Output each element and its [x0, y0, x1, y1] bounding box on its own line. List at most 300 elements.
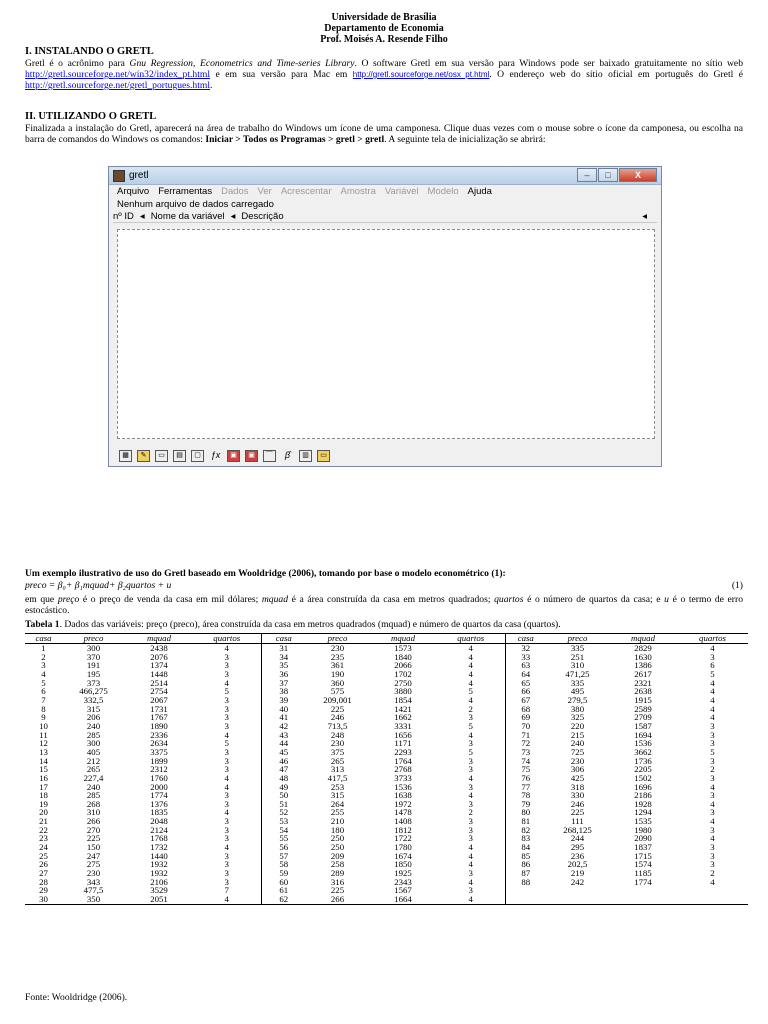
caption-label: Tabela 1 [25, 619, 60, 630]
table-cell: 246 [570, 798, 585, 809]
table-cell: 3 [468, 868, 473, 879]
table-cell: 1764 [394, 755, 412, 766]
table-cell: 225 [330, 703, 345, 714]
table-cell: 1638 [394, 790, 412, 801]
table-cell: 2000 [150, 781, 168, 792]
table-cell: 1448 [150, 668, 168, 679]
table-cell: 1574 [634, 859, 652, 870]
table-cell: 495 [570, 686, 585, 697]
table-cell: 1535 [634, 816, 652, 827]
table-cell: 1696 [634, 781, 652, 792]
table-cell: 325 [570, 712, 585, 723]
sort-icon: ◂ [230, 211, 236, 222]
text: . A seguinte tela de inicialização se abrirá: [384, 134, 546, 145]
text: . O endereço web do sítio oficial em português do Gretl é [489, 69, 743, 80]
column-description[interactable]: Descrição [241, 211, 284, 222]
text: e em sua versão para Mac em [210, 69, 353, 80]
table-cell: 2124 [150, 824, 168, 835]
table-cell: 2 [710, 868, 715, 879]
table-cell: 289 [330, 868, 345, 879]
sort-icon: ◂ [139, 211, 145, 222]
menu-variavel[interactable]: Variável [384, 186, 419, 197]
table-cell: 6 [41, 686, 46, 697]
table-cell: 2 [710, 764, 715, 775]
table-cell: 66 [505, 687, 546, 696]
table-cell: 1840 [394, 651, 412, 662]
table-cell: 227,4 [83, 772, 104, 783]
table-cell: 22 [39, 824, 48, 835]
table-cell: 248 [330, 729, 345, 740]
table-cell: 2076 [150, 651, 168, 662]
table-cell: 285 [86, 790, 101, 801]
table-cell: 4 [468, 643, 473, 653]
table-cell: 4 [224, 729, 229, 740]
variable-list[interactable] [117, 229, 655, 439]
table-row [25, 886, 748, 895]
table-cell: 28 [39, 876, 48, 887]
table-cell: 253 [330, 781, 345, 792]
table-cell: 1171 [394, 738, 412, 749]
menu-dados[interactable]: Dados [221, 186, 249, 197]
table-cell: 466,275 [79, 686, 108, 697]
col-casa: casa [25, 634, 62, 644]
table-cell: 67 [505, 696, 546, 705]
table-cell: 2067 [150, 694, 168, 705]
table-cell: 36 [261, 670, 306, 679]
table-cell: 71 [505, 731, 546, 740]
table-cell: 72 [505, 739, 546, 748]
table-cell: 3 [224, 651, 229, 662]
table-cell: 2514 [150, 677, 168, 688]
table-cell: 84 [505, 843, 546, 852]
table-cell: 405 [86, 746, 101, 757]
link-portugues[interactable]: http://gretl.sourceforge.net/gretl_portugues.html [25, 80, 210, 91]
table-cell: 55 [261, 834, 306, 843]
table-cell: 1780 [394, 842, 412, 853]
col-mquad: mquad [609, 634, 677, 644]
console-icon[interactable]: ▣ [245, 450, 258, 462]
table-cell: 3 [468, 755, 473, 766]
menu-path: Iniciar > Todos os Programas > gretl > gretl [205, 134, 385, 145]
table-cell: 9 [41, 712, 46, 723]
table-cell: 220 [570, 720, 585, 731]
table-cell: 477,5 [83, 885, 104, 896]
table-cell: 1421 [394, 703, 412, 714]
table-cell: 1374 [150, 660, 168, 671]
window-icon[interactable]: ▢ [191, 450, 204, 462]
table-cell: 242 [570, 876, 585, 887]
table-cell: 425 [570, 772, 585, 783]
edit-icon[interactable]: ✎ [137, 450, 150, 462]
menu-modelo[interactable]: Modelo [427, 186, 459, 197]
table-cell: 330 [570, 790, 585, 801]
table-cell: 315 [86, 703, 101, 714]
table-cell: 17 [39, 781, 48, 792]
table-cell [677, 886, 748, 895]
table-cell: 4 [224, 781, 229, 792]
table-cell: 4 [468, 677, 473, 688]
table-cell: 5 [468, 720, 473, 731]
table-cell: 1715 [634, 850, 652, 861]
table-cell: 209 [330, 850, 345, 861]
table-cell: 3 [41, 660, 46, 671]
table-cell: 240 [86, 720, 101, 731]
table-cell: 3 [710, 807, 715, 818]
table-cell: 4 [468, 772, 473, 783]
table-cell: 25 [39, 850, 48, 861]
table-cell: 5 [710, 746, 715, 757]
table-cell: 1835 [150, 807, 168, 818]
table-cell: 2051 [125, 895, 193, 904]
table-cell: 2754 [150, 686, 168, 697]
session-icon[interactable]: ▤ [173, 450, 186, 462]
table-cell: 4 [224, 677, 229, 688]
table-cell: 56 [261, 843, 306, 852]
table-cell: 14 [39, 755, 48, 766]
table-cell: 202,5 [567, 859, 588, 870]
table-cell: 3 [224, 694, 229, 705]
table-cell: 1736 [634, 755, 652, 766]
menu-ferramentas[interactable]: Ferramentas [158, 186, 213, 197]
department-name: Departamento de Economia [324, 23, 444, 34]
table-cell: 3880 [394, 686, 412, 697]
table-cell: 4 [710, 816, 715, 827]
table-cell: 300 [86, 643, 101, 653]
table-cell: 1386 [634, 660, 652, 671]
table-cell: 87 [505, 869, 546, 878]
table-cell: 713,5 [327, 720, 348, 731]
table-cell [505, 886, 546, 895]
table-cell: 306 [570, 764, 585, 775]
table-cell: 1722 [394, 833, 412, 844]
beta-icon[interactable]: β̂ [284, 450, 291, 460]
link-mac[interactable]: http://gretl.sourceforge.net/osx_pt.html [352, 70, 490, 79]
table-cell: 3 [224, 720, 229, 731]
table-cell: 81 [505, 817, 546, 826]
table-cell: 27 [39, 868, 48, 879]
table-cell: 3 [710, 824, 715, 835]
table-cell: 2066 [394, 660, 412, 671]
table-cell: 3 [224, 850, 229, 861]
table-cell: 4 [710, 703, 715, 714]
table-cell: 1774 [634, 876, 652, 887]
table-cell: 4 [468, 660, 473, 671]
table-cell: 2205 [634, 764, 652, 775]
table-cell: 88 [505, 878, 546, 887]
table-cell: 1928 [634, 798, 652, 809]
table-cell: 2634 [150, 738, 168, 749]
table-cell: 3 [468, 833, 473, 844]
table-cell: 247 [86, 850, 101, 861]
table-cell: 41 [261, 713, 306, 722]
table-cell: 33 [505, 653, 546, 662]
table-cell: 3 [468, 712, 473, 723]
table-cell: 230 [570, 755, 585, 766]
col-preco: preco [546, 634, 609, 644]
text: . O software Gretl em sua versão para Windows pode ser baixado gratuitamente no sítio web [354, 58, 743, 69]
table-cell: 15 [39, 764, 48, 775]
table-cell: 1767 [150, 712, 168, 723]
col-casa: casa [261, 634, 306, 644]
table-icon[interactable]: ▥ [299, 450, 312, 462]
table-cell: 5 [224, 738, 229, 749]
close-button[interactable]: X [619, 168, 657, 182]
gretl-toolbar [119, 450, 330, 464]
table-cell: 266 [306, 895, 369, 904]
table-cell [546, 886, 609, 895]
col-quartos: quartos [437, 634, 505, 644]
table-cell: 5 [41, 677, 46, 688]
table-cell: 24 [39, 842, 48, 853]
table-caption [25, 619, 743, 630]
table-cell: 39 [261, 696, 306, 705]
table-cell: 38 [261, 687, 306, 696]
table-cell: 235 [330, 651, 345, 662]
table-cell: 4 [710, 712, 715, 723]
text: é o número de quartos da casa; e [523, 594, 665, 605]
table-cell: 150 [86, 842, 101, 853]
table-cell: 4 [468, 694, 473, 705]
table-cell: 26 [39, 859, 48, 870]
menu-arquivo[interactable]: Arquivo [117, 186, 150, 197]
table-cell: 373 [86, 677, 101, 688]
section-1-paragraph [25, 58, 743, 91]
table-cell: 3 [224, 746, 229, 757]
table-cell: 49 [261, 783, 306, 792]
table-cell: 3 [224, 790, 229, 801]
table-cell: 350 [62, 895, 125, 904]
table-cell: 59 [261, 869, 306, 878]
table-cell: 268 [86, 798, 101, 809]
table-cell: 18 [39, 790, 48, 801]
equation-line [25, 580, 743, 591]
table-cell: 13 [39, 746, 48, 757]
table-cell: 6 [710, 660, 715, 671]
table-cell: 1932 [150, 859, 168, 870]
table-cell: 57 [261, 852, 306, 861]
table-cell: 1294 [634, 807, 652, 818]
table-cell: 3 [224, 712, 229, 723]
table-cell: 210 [330, 816, 345, 827]
table-cell: 3 [224, 868, 229, 879]
table-cell: 1702 [394, 668, 412, 679]
table-cell: 230 [330, 738, 345, 749]
table-cell: 335 [570, 643, 585, 653]
table-cell: 1567 [394, 885, 412, 896]
table-cell: 1376 [150, 798, 168, 809]
table-cell: 4 [710, 686, 715, 697]
table-cell: 3 [224, 703, 229, 714]
table-cell: 1850 [394, 859, 412, 870]
table-cell: 212 [86, 755, 101, 766]
table-cell: 3 [224, 660, 229, 671]
table-cell: 2048 [150, 816, 168, 827]
table-cell: 190 [330, 668, 345, 679]
table-cell: 19 [39, 798, 48, 809]
table-cell: 44 [261, 739, 306, 748]
table-cell: 3 [224, 876, 229, 887]
link-win32[interactable]: http://gretl.sourceforge.net/win32/index_pt.html [25, 69, 211, 80]
table-cell: 1656 [394, 729, 412, 740]
terminal-icon[interactable]: ▭ [155, 450, 168, 462]
table-cell: 3662 [634, 746, 652, 757]
table-cell: 51 [261, 800, 306, 809]
table-cell: 236 [570, 850, 585, 861]
equation-explanation [25, 594, 743, 616]
menu-ajuda[interactable]: Ajuda [467, 186, 492, 197]
table-cell [505, 895, 546, 904]
table-cell: 2617 [634, 668, 652, 679]
text: é a área construída da casa em metros quadrados; [288, 594, 495, 605]
table-cell: 240 [86, 781, 101, 792]
table-cell: 53 [261, 817, 306, 826]
table-cell: 1185 [634, 868, 652, 879]
table-cell: 3 [224, 816, 229, 827]
table-cell: 1925 [394, 868, 412, 879]
function-icon[interactable]: ƒx [210, 450, 221, 460]
data-status: Nenhum arquivo de dados carregado [117, 199, 274, 210]
table-cell: 230 [86, 868, 101, 879]
table-cell: 225 [86, 833, 101, 844]
table-cell: 21 [39, 816, 48, 827]
col-mquad: mquad [125, 634, 193, 644]
table-cell: 68 [505, 705, 546, 714]
table-cell: 3 [468, 885, 473, 896]
menu-acrescentar[interactable]: Acrescentar [280, 186, 332, 197]
table-cell: 111 [571, 816, 584, 827]
table-cell: 361 [330, 660, 345, 671]
table-cell: 3 [224, 764, 229, 775]
table-cell: 3375 [150, 746, 168, 757]
table-cell: 3 [468, 824, 473, 835]
table-cell: 471,25 [565, 668, 590, 679]
table-cell: 180 [330, 824, 345, 835]
table-cell: 268,125 [563, 824, 592, 835]
table-cell: 1854 [394, 694, 412, 705]
term: u [664, 594, 669, 605]
university-name: Universidade de Brasília [331, 12, 437, 23]
table-cell: 11 [39, 729, 48, 740]
col-quartos: quartos [193, 634, 261, 644]
table-cell: 4 [468, 859, 473, 870]
table-cell: 52 [261, 808, 306, 817]
table-cell: 295 [570, 842, 585, 853]
term: mquad [261, 594, 288, 605]
table-cell: 77 [505, 783, 546, 792]
table-cell: 209,001 [323, 694, 352, 705]
table-cell: 3 [468, 798, 473, 809]
table-cell: 45 [261, 748, 306, 757]
scroll-left-icon[interactable]: ◂ [642, 211, 647, 222]
table-cell: 3 [224, 824, 229, 835]
table-cell: 16 [39, 772, 48, 783]
table-cell: 265 [86, 764, 101, 775]
table-cell [546, 895, 609, 904]
table-cell: 310 [570, 660, 585, 671]
table-cell: 60 [261, 878, 306, 887]
table-cell: 4 [468, 651, 473, 662]
minimize-button[interactable]: – [577, 168, 597, 182]
table-cell: 2 [468, 807, 473, 818]
table-cell: 1630 [634, 651, 652, 662]
table-cell: 1915 [634, 694, 652, 705]
table-cell: 4 [710, 876, 715, 887]
table-cell: 50 [261, 791, 306, 800]
table-cell: 4 [193, 895, 261, 904]
menu-bar [109, 185, 661, 199]
table-cell: 75 [505, 765, 546, 774]
table-cell: 1932 [150, 868, 168, 879]
table-cell: 2768 [394, 764, 412, 775]
table-cell: 4 [468, 790, 473, 801]
table-cell: 78 [505, 791, 546, 800]
table-cell: 35 [261, 661, 306, 670]
table-cell: 1573 [394, 643, 412, 653]
table-cell: 3 [710, 651, 715, 662]
table-cell: 3 [710, 738, 715, 749]
table-cell [609, 886, 677, 895]
table-cell: 417,5 [327, 772, 348, 783]
maximize-button[interactable]: □ [598, 168, 618, 182]
table-cell: 34 [261, 653, 306, 662]
column-name[interactable]: Nome da variável [150, 211, 225, 222]
table-cell: 4 [224, 772, 229, 783]
plot-icon[interactable]: ⌒ [263, 450, 276, 462]
table-cell: 3 [468, 764, 473, 775]
table-cell: 3 [224, 798, 229, 809]
table-cell: 335 [570, 677, 585, 688]
table-cell: 266 [86, 816, 101, 827]
table-cell: 3 [224, 668, 229, 679]
table-cell: 4 [710, 643, 715, 653]
equation-number: (1) [731, 580, 743, 591]
table-cell: 62 [261, 895, 306, 904]
table-cell: 4 [710, 781, 715, 792]
table-cell: 1674 [394, 850, 412, 861]
table-cell: 375 [330, 746, 345, 757]
data-table [25, 633, 748, 905]
table-cell: 1774 [150, 790, 168, 801]
table-cell: 219 [570, 868, 585, 879]
calculator-icon[interactable]: ▦ [119, 450, 132, 462]
folder-icon[interactable]: ▭ [317, 450, 330, 462]
table-source: Fonte: Wooldridge (2006). [25, 992, 128, 1003]
table-header-row [25, 634, 748, 644]
table-cell: 1502 [634, 772, 652, 783]
table-cell: 2343 [394, 876, 412, 887]
table-cell: 1899 [150, 755, 168, 766]
table-cell: 275 [86, 859, 101, 870]
menu-ver[interactable]: Ver [257, 186, 272, 197]
table-cell: 4 [437, 895, 505, 904]
table-cell: 2 [468, 703, 473, 714]
table-cell [677, 895, 748, 904]
table-cell: 4 [710, 694, 715, 705]
table-cell: 82 [505, 826, 546, 835]
table-cell: 79 [505, 800, 546, 809]
window-title: gretl [129, 170, 149, 181]
help-pdf-icon[interactable]: ▣ [227, 450, 240, 462]
table-cell: 3529 [150, 885, 168, 896]
table-cell: 4 [224, 643, 229, 653]
table-cell: 360 [330, 677, 345, 688]
table-cell: 3 [710, 729, 715, 740]
text: é o preço de venda da casa em mil dólares; [79, 594, 262, 605]
table-cell: 43 [261, 731, 306, 740]
menu-amostra[interactable]: Amostra [340, 186, 376, 197]
column-id[interactable]: nº ID [113, 211, 134, 222]
table-cell: 1440 [150, 850, 168, 861]
